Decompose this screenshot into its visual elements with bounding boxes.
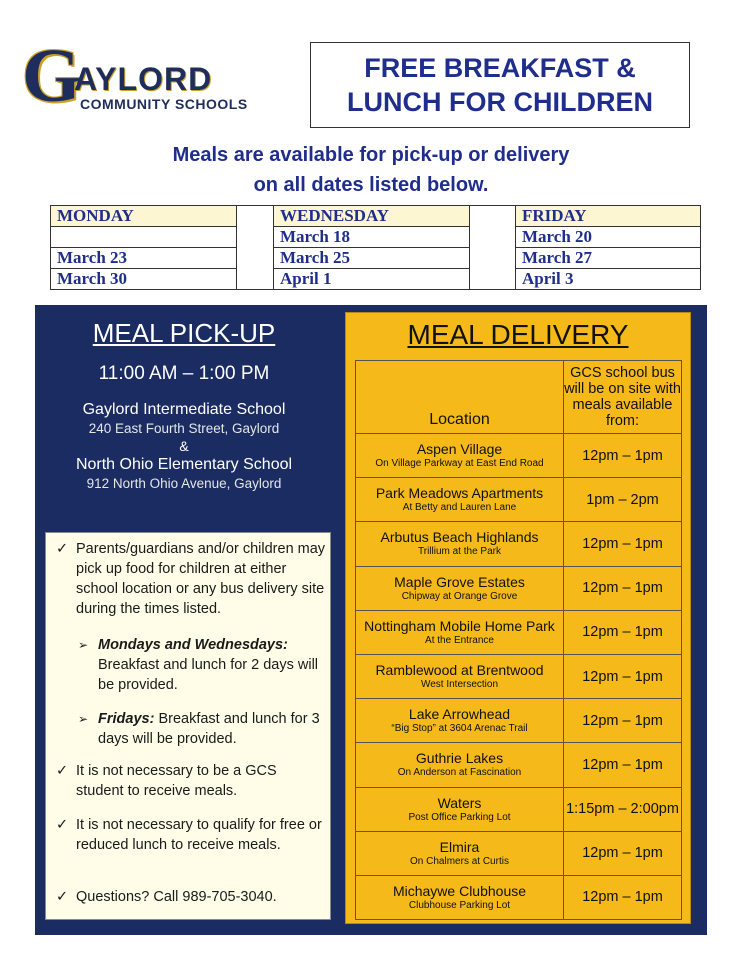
delivery-time: 12pm – 1pm — [564, 654, 682, 698]
col-time-header: GCS school bus will be on site with meals available from: — [564, 361, 682, 434]
delivery-time: 12pm – 1pm — [564, 875, 682, 919]
delivery-location — [356, 478, 564, 522]
date-cell: March 20 — [516, 227, 701, 248]
info-box — [45, 532, 331, 920]
meal-delivery-section — [345, 312, 691, 924]
location-name: Nottingham Mobile Home Park — [364, 617, 555, 634]
arrow-icon: ➢ — [78, 638, 89, 652]
info-item-questions — [56, 887, 326, 907]
location-name: Waters — [437, 794, 482, 811]
info-bold: Fridays: — [98, 711, 155, 727]
checkmark-icon: ✓ — [56, 763, 69, 779]
info-item-pickup — [56, 539, 326, 619]
subtitle-line-1: Meals are available for pick-up or delivery — [172, 144, 570, 166]
location-name: Park Meadows Apartments — [375, 485, 544, 502]
delivery-time: 12pm – 1pm — [564, 699, 682, 743]
info-text: Questions? Call 989-705-3040. — [76, 889, 277, 905]
location-address: Trillium at the Park — [418, 546, 501, 558]
delivery-row — [356, 875, 682, 919]
gap-cell — [470, 206, 516, 290]
info-text: It is not necessary to qualify for free or reduced lunch to receive meals. — [76, 817, 322, 853]
date-cell: March 18 — [274, 227, 470, 248]
col-location-header: Location — [356, 361, 564, 434]
location-address: “Big Stop” at 3604 Arenac Trail — [391, 723, 528, 735]
delivery-row — [356, 522, 682, 566]
location-name: Elmira — [439, 838, 480, 855]
location-name: Michaywe Clubhouse — [392, 882, 527, 899]
info-item-gcs — [56, 761, 326, 801]
location-name: Arbutus Beach Highlands — [380, 529, 539, 546]
info-item-qualify — [56, 815, 326, 855]
checkmark-icon: ✓ — [56, 817, 69, 833]
delivery-location — [356, 831, 564, 875]
info-bold: Mondays and Wednesdays: — [98, 637, 288, 653]
location-address: West Intersection — [420, 679, 499, 691]
delivery-time: 12pm – 1pm — [564, 610, 682, 654]
location-name: Ramblewood at Brentwood — [375, 662, 544, 679]
pickup-school-1: Gaylord Intermediate School — [82, 401, 286, 418]
gap-cell — [237, 206, 274, 290]
delivery-location — [356, 654, 564, 698]
location-address: On Chalmers at Curtis — [410, 855, 509, 867]
gaylord-logo — [22, 34, 272, 118]
date-cell: March 25 — [274, 248, 470, 269]
header-wednesday: WEDNESDAY — [274, 206, 470, 227]
subtitle-line-2: on all dates listed below. — [253, 174, 489, 196]
delivery-time: 12pm – 1pm — [564, 831, 682, 875]
location-address: On Anderson at Fascination — [397, 767, 522, 779]
delivery-time: 12pm – 1pm — [564, 434, 682, 478]
date-cell: April 1 — [274, 269, 470, 290]
checkmark-icon: ✓ — [56, 889, 69, 905]
pickup-school-2: North Ohio Elementary School — [75, 456, 293, 473]
header-friday: FRIDAY — [516, 206, 701, 227]
logo-wordmark: AYLORD — [74, 61, 213, 97]
delivery-location — [356, 434, 564, 478]
delivery-table — [355, 360, 682, 920]
delivery-time: 1pm – 2pm — [564, 478, 682, 522]
delivery-row — [356, 699, 682, 743]
delivery-location — [356, 787, 564, 831]
delivery-time: 12pm – 1pm — [564, 522, 682, 566]
logo-subtitle: COMMUNITY SCHOOLS — [80, 96, 248, 112]
delivery-location — [356, 699, 564, 743]
date-cell: March 23 — [51, 248, 237, 269]
location-address: On Village Parkway at East End Road — [375, 458, 544, 470]
delivery-location — [356, 875, 564, 919]
meal-pickup-section — [40, 312, 328, 528]
location-address: At the Entrance — [425, 634, 494, 646]
title-box — [310, 42, 690, 128]
location-address: Chipway at Orange Grove — [401, 590, 518, 602]
pickup-heading: MEAL PICK-UP — [92, 318, 276, 348]
pickup-ampersand: & — [179, 438, 189, 454]
delivery-row — [356, 654, 682, 698]
delivery-row — [356, 787, 682, 831]
pickup-address-2: 912 North Ohio Avenue, Gaylord — [86, 476, 282, 491]
date-cell — [51, 227, 237, 248]
title-line-2: LUNCH FOR CHILDREN — [347, 87, 653, 117]
info-text: Parents/guardians and/or children may pick up food for children at either school location or any bus delivery site during the times listed. — [76, 541, 326, 617]
info-text: Breakfast and lunch for 2 days will be provided. — [98, 657, 319, 693]
delivery-row — [356, 566, 682, 610]
checkmark-icon: ✓ — [56, 541, 69, 557]
location-name: Lake Arrowhead — [408, 706, 511, 723]
location-address: Clubhouse Parking Lot — [408, 899, 511, 911]
header-monday: MONDAY — [51, 206, 237, 227]
delivery-location — [356, 566, 564, 610]
delivery-heading: MEAL DELIVERY — [407, 319, 629, 350]
logo-initial: G — [22, 34, 82, 118]
delivery-row — [356, 478, 682, 522]
info-sub-mon-wed — [78, 635, 328, 695]
dates-table — [50, 205, 701, 290]
location-name: Guthrie Lakes — [415, 750, 504, 767]
arrow-icon: ➢ — [78, 712, 89, 726]
delivery-row — [356, 610, 682, 654]
pickup-address-1: 240 East Fourth Street, Gaylord — [88, 421, 280, 436]
delivery-time: 12pm – 1pm — [564, 566, 682, 610]
date-cell: March 27 — [516, 248, 701, 269]
location-name: Maple Grove Estates — [394, 573, 525, 590]
delivery-time: 1:15pm – 2:00pm — [564, 787, 682, 831]
delivery-location — [356, 522, 564, 566]
delivery-time: 12pm – 1pm — [564, 743, 682, 787]
delivery-row — [356, 743, 682, 787]
info-text: Breakfast and lunch for 3 days will be provided. — [98, 711, 320, 747]
delivery-row — [356, 831, 682, 875]
date-cell: March 30 — [51, 269, 237, 290]
title-line-1: FREE BREAKFAST & — [364, 53, 636, 83]
date-cell: April 3 — [516, 269, 701, 290]
location-address: At Betty and Lauren Lane — [402, 502, 517, 514]
pickup-time: 11:00 AM – 1:00 PM — [98, 363, 270, 384]
info-sub-fri — [78, 709, 328, 749]
location-address: Post Office Parking Lot — [408, 811, 511, 823]
delivery-location — [356, 610, 564, 654]
location-name: Aspen Village — [416, 441, 503, 458]
delivery-row — [356, 434, 682, 478]
info-text: It is not necessary to be a GCS student to receive meals. — [76, 763, 277, 799]
delivery-location — [356, 743, 564, 787]
